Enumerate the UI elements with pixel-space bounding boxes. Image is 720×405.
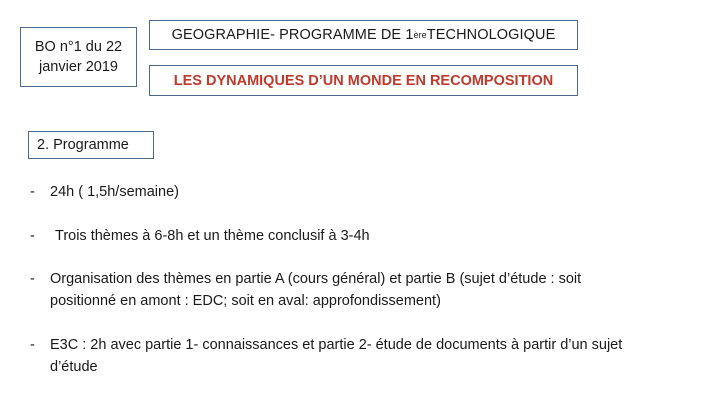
bullet-dash: - — [30, 271, 35, 287]
section-label-text: 2. Programme — [37, 137, 129, 153]
list-item-line-1: Organisation des thèmes en partie A (cours général) et partie B (sujet d’étude : soit — [50, 271, 582, 287]
list-item-line-1: E3C : 2h avec partie 1- connaissances et partie 2- étude de documents à partir d’un sujet — [50, 337, 623, 353]
bullet-dash: - — [30, 337, 35, 353]
bullet-dash: - — [30, 228, 35, 244]
bo-line-1: BO n°1 du 22 — [34, 39, 123, 55]
section-label — [28, 131, 154, 159]
title-text: GEOGRAPHIE- PROGRAMME DE 1 — [171, 27, 414, 43]
list-item-line-2: positionné en amont : EDC; soit en aval: approfondissement) — [50, 293, 441, 309]
page-title — [149, 20, 578, 50]
list-item-text: 24h ( 1,5h/semaine) — [50, 184, 179, 200]
page-subtitle — [149, 65, 578, 96]
title-superscript: ère — [413, 30, 427, 40]
bullet-dash: - — [30, 184, 35, 200]
list-item-text — [50, 334, 622, 378]
bo-line-2: janvier 2019 — [39, 59, 118, 75]
title-text-after: TECHNOLOGIQUE — [426, 27, 556, 43]
subtitle-text: LES DYNAMIQUES D’UN MONDE EN RECOMPOSITION — [173, 72, 554, 89]
list-item-text — [50, 268, 581, 312]
bo-reference-box — [20, 27, 137, 87]
list-item-text: Trois thèmes à 6-8h et un thème conclusif à 3-4h — [55, 228, 370, 244]
list-item-line-2: d’étude — [50, 359, 98, 375]
